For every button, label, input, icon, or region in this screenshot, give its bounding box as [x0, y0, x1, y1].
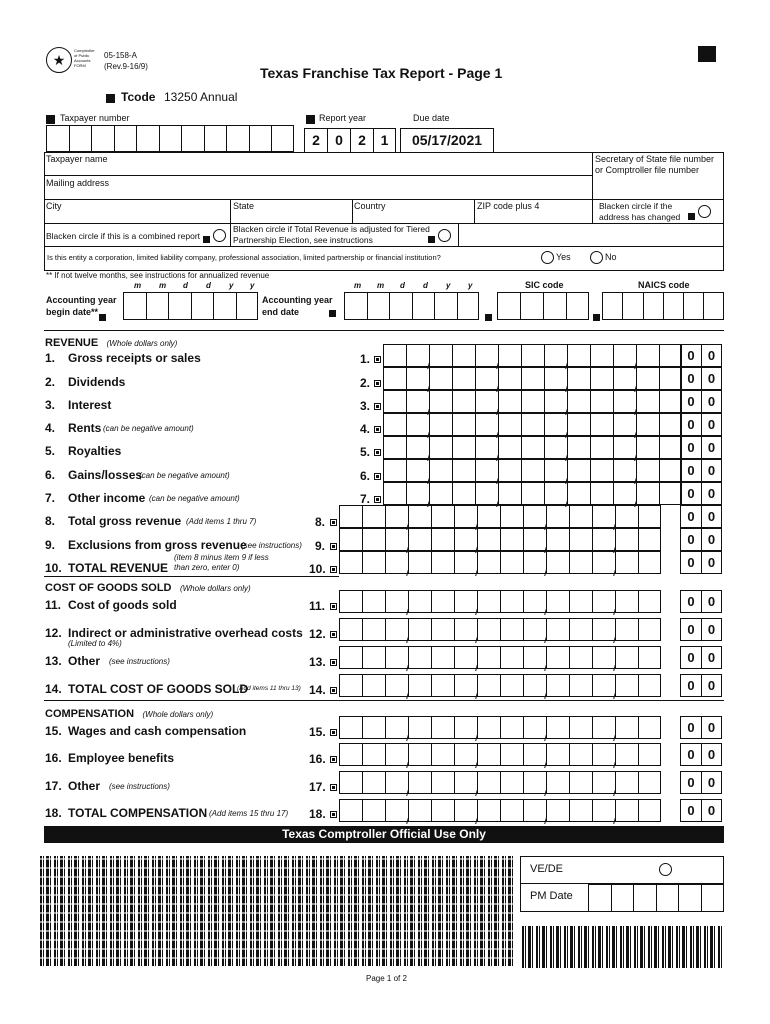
report-year-label: Report year [319, 113, 367, 123]
state-label: State [233, 201, 255, 211]
zip-code-input[interactable] [477, 211, 591, 222]
tcode-label: Tcode [121, 90, 156, 104]
tcode-value: 13250 Annual [164, 90, 238, 104]
line-ref: 1. [360, 352, 371, 366]
cogs-note: (Whole dollars only) [179, 584, 251, 593]
cents-field: 0 0 [680, 799, 722, 822]
naics-code-input[interactable] [602, 292, 724, 320]
page-number: Page 1 of 2 [366, 974, 407, 983]
taxpayer-name-label: Taxpayer name [46, 154, 108, 164]
line-marker [374, 356, 381, 363]
cents-field: 0 0 [680, 459, 722, 482]
city-label: City [46, 201, 62, 211]
amount-input[interactable] [339, 771, 661, 794]
cents-field: 0 0 [680, 590, 722, 613]
line-label: Dividends [68, 375, 126, 389]
line-marker [330, 687, 337, 694]
line-marker [330, 784, 337, 791]
line-ref: 3. [360, 399, 371, 413]
revenue-note: (Whole dollars only) [106, 339, 178, 348]
report-year-digit: 2 [350, 128, 373, 153]
line-number: 10. [45, 561, 62, 575]
tiered-partnership-marker [428, 236, 435, 243]
line-label: Rents [68, 421, 102, 435]
line-ref: 14. [309, 683, 326, 697]
line-number: 8. [45, 514, 56, 528]
taxpayer-number-input[interactable] [46, 125, 294, 152]
compensation-note: (Whole dollars only) [142, 710, 214, 719]
report-year-marker [306, 115, 315, 124]
line-label: Employee benefits [68, 751, 175, 765]
line-note: (Add items 1 thru 7) [186, 517, 257, 526]
taxpayer-name-input[interactable] [46, 164, 590, 174]
date-format-m: m [159, 281, 167, 290]
annualized-note: ** If not twelve months, see instructions for annualized revenue [46, 271, 270, 280]
line-ref: 4. [360, 422, 371, 436]
cents-field: 0 0 [680, 528, 722, 551]
report-year-digit: 2 [304, 128, 327, 153]
date-format-y: y [229, 281, 234, 290]
line-number: 11. [45, 598, 62, 612]
line-marker [374, 473, 381, 480]
amount-input[interactable] [339, 505, 661, 528]
line-note: (can be negative amount) [103, 424, 194, 433]
line-label: TOTAL COMPENSATION [68, 806, 208, 820]
city-input[interactable] [46, 211, 228, 222]
line-marker [330, 566, 337, 573]
date-format-d: d [400, 281, 405, 290]
entity-no-label: No [605, 252, 617, 262]
line-label: TOTAL REVENUE [68, 561, 169, 575]
amount-input[interactable] [383, 482, 682, 505]
amount-input[interactable] [339, 716, 661, 739]
official-use-banner: Texas Comptroller Official Use Only [44, 826, 724, 843]
line-label: TOTAL COST OF GOODS SOLD [68, 682, 249, 696]
line-number: 3. [45, 398, 56, 412]
comptroller-seal: ★ [46, 47, 72, 73]
line-marker [374, 380, 381, 387]
country-label: Country [354, 201, 386, 211]
revenue-title: REVENUE [45, 337, 99, 349]
taxpayer-number-marker [46, 115, 55, 124]
amount-input[interactable] [383, 459, 682, 482]
line-number: 1. [45, 351, 56, 365]
date-format-y: y [446, 281, 451, 290]
vede-label: VE/DE [530, 863, 564, 875]
mailing-address-input[interactable] [46, 188, 590, 198]
amount-input[interactable] [339, 743, 661, 766]
amount-input[interactable] [383, 436, 682, 459]
amount-input[interactable] [339, 799, 661, 822]
line-label: Interest [68, 398, 112, 412]
date-format-y: y [468, 281, 473, 290]
end-date-input[interactable] [344, 292, 479, 320]
sic-code-input[interactable] [497, 292, 589, 320]
line-marker [374, 496, 381, 503]
revenue-section-heading [45, 333, 177, 351]
line-marker [374, 403, 381, 410]
form-title: Texas Franchise Tax Report - Page 1 [260, 65, 503, 81]
line-ref: 18. [309, 807, 326, 821]
date-format-d: d [423, 281, 428, 290]
line-note: (Add items 15 thru 17) [209, 809, 289, 818]
tcode-marker [106, 94, 115, 103]
taxpayer-number-label: Taxpayer number [60, 113, 130, 123]
line-marker [330, 729, 337, 736]
compensation-title: COMPENSATION [45, 708, 135, 720]
date-format-d: d [183, 281, 188, 290]
amount-input[interactable] [339, 590, 661, 613]
line-number: 5. [45, 444, 56, 458]
line-marker [330, 756, 337, 763]
pm-date-input[interactable] [588, 884, 724, 912]
line-ref: 15. [309, 725, 326, 739]
line-label: Total gross revenue [68, 514, 182, 528]
line-number: 13. [45, 654, 62, 668]
sos-file-number-input[interactable] [595, 178, 722, 198]
line-note: (see instructions) [241, 541, 302, 550]
line-label: Cost of goods sold [68, 598, 177, 612]
line-label: Gross receipts or sales [68, 351, 201, 365]
line-ref: 11. [309, 599, 326, 613]
zip-code-label: ZIP code plus 4 [477, 201, 540, 211]
line-ref: 16. [309, 752, 326, 766]
line-note: (see instructions) [109, 657, 170, 666]
barcode-overlay [40, 856, 514, 966]
cents-field: 0 0 [680, 390, 722, 413]
line-number: 2. [45, 375, 56, 389]
state-input[interactable] [233, 211, 351, 222]
line-ref: 9. [315, 539, 326, 553]
corner-marker [698, 46, 716, 62]
sic-marker [485, 314, 492, 321]
line-note: (can be negative amount) [139, 471, 230, 480]
line-number: 17. [45, 779, 62, 793]
line-marker [330, 543, 337, 550]
amount-input[interactable] [383, 413, 682, 436]
line-note: (see instructions) [109, 782, 170, 791]
line-number: 6. [45, 468, 56, 482]
line-note: (can be negative amount) [149, 494, 240, 503]
due-date-field[interactable]: 05/17/2021 [400, 128, 494, 153]
line-marker [374, 426, 381, 433]
line-number: 7. [45, 491, 56, 505]
line-marker [330, 631, 337, 638]
line-marker [374, 449, 381, 456]
tiered-partnership-label: Blacken circle if Total Revenue is adjusted for Tiered Partnership Election, see instructions [233, 224, 430, 245]
line-marker [330, 811, 337, 818]
date-format-m: m [134, 281, 142, 290]
entity-no-circle[interactable] [590, 251, 603, 264]
begin-date-marker [99, 314, 106, 321]
form-number: 05-158-A [104, 51, 137, 60]
line-marker [330, 519, 337, 526]
line-label: Royalties [68, 444, 122, 458]
report-year-digit: 1 [373, 128, 396, 153]
cents-field: 0 0 [680, 674, 722, 697]
end-date-label: Accounting year end date [262, 295, 333, 317]
amount-input[interactable] [383, 390, 682, 413]
report-year-field[interactable] [304, 128, 396, 153]
naics-code-label: NAICS code [638, 280, 690, 290]
line-ref: 13. [309, 655, 326, 669]
address-changed-label: Blacken circle if the address has changed [599, 201, 681, 222]
combined-report-circle[interactable] [213, 229, 226, 242]
line-number: 15. [45, 724, 62, 738]
combined-report-marker [203, 236, 210, 243]
cents-field: 0 0 [680, 367, 722, 390]
amount-input[interactable] [339, 674, 661, 697]
vede-circle[interactable] [659, 863, 672, 876]
line-number: 9. [45, 538, 56, 552]
address-changed-circle[interactable] [698, 205, 711, 218]
tiered-partnership-circle[interactable] [438, 229, 451, 242]
cents-field: 0 0 [680, 551, 722, 574]
line-label: Wages and cash compensation [68, 724, 247, 738]
line-number: 14. [45, 682, 62, 696]
cents-field: 0 0 [680, 482, 722, 505]
country-input[interactable] [354, 211, 472, 222]
begin-date-input[interactable] [123, 292, 258, 320]
date-format-y: y [250, 281, 255, 290]
line-number: 4. [45, 421, 56, 435]
cents-field: 0 0 [680, 618, 722, 641]
date-format-m: m [377, 281, 385, 290]
line-label: Other [68, 654, 101, 668]
sos-file-number-label: Secretary of State file number or Comptroller file number [595, 154, 715, 175]
line-label: Other [68, 779, 101, 793]
pm-date-label: PM Date [530, 890, 573, 902]
combined-report-label: Blacken circle if this is a combined report [46, 231, 201, 241]
linear-barcode [522, 926, 724, 968]
due-date-label: Due date [413, 113, 450, 123]
entity-type-question: Is this entity a corporation, limited liability company, professional association, limited partnership or financial institution? [47, 253, 441, 262]
seal-caption: Comptroller of Public Accounts FORM [74, 48, 95, 68]
cents-field: 0 0 [680, 413, 722, 436]
line-ref: 17. [309, 780, 326, 794]
date-format-d: d [206, 281, 211, 290]
cents-field: 0 0 [680, 436, 722, 459]
line-ref: 12. [309, 627, 326, 641]
cents-field: 0 0 [680, 505, 722, 528]
mailing-address-label: Mailing address [46, 178, 110, 188]
line-label: Other income [68, 491, 146, 505]
entity-yes-circle[interactable] [541, 251, 554, 264]
cents-field: 0 0 [680, 716, 722, 739]
line-ref: 2. [360, 376, 371, 390]
line-ref: 7. [360, 492, 371, 506]
line-ref: 6. [360, 469, 371, 483]
cents-field: 0 0 [680, 344, 722, 367]
entity-yes-label: Yes [556, 252, 571, 262]
form-revision: (Rev.9-16/9) [104, 62, 148, 71]
line-number: 18. [45, 806, 62, 820]
line-ref: 8. [315, 515, 326, 529]
cogs-title: COST OF GOODS SOLD [45, 582, 172, 594]
amount-input[interactable] [339, 618, 661, 641]
line-label: Gains/losses [68, 468, 143, 482]
line-note: (Add items 11 thru 13) [237, 685, 301, 692]
line-label: Indirect or administrative overhead costs [68, 626, 303, 640]
cents-field: 0 0 [680, 646, 722, 669]
line-label: Exclusions from gross revenue [68, 538, 247, 552]
line-ref: 5. [360, 445, 371, 459]
amount-input[interactable] [339, 646, 661, 669]
cents-field: 0 0 [680, 771, 722, 794]
end-date-marker [329, 310, 336, 317]
line-marker [330, 659, 337, 666]
compensation-section-heading [45, 704, 213, 722]
line-note: (Limited to 4%) [68, 639, 122, 648]
line-number: 16. [45, 751, 62, 765]
line-note: (item 8 minus item 9 if less than zero, enter 0) [174, 553, 269, 572]
line-ref: 10. [309, 562, 326, 576]
address-changed-marker [688, 213, 695, 220]
amount-input[interactable] [339, 528, 661, 551]
begin-date-label: Accounting year begin date** [46, 295, 117, 317]
naics-marker [593, 314, 600, 321]
cogs-section-heading [45, 578, 251, 596]
sic-code-label: SIC code [525, 280, 564, 290]
report-year-digit: 0 [327, 128, 350, 153]
amount-input[interactable] [383, 344, 682, 367]
line-marker [330, 603, 337, 610]
line-number: 12. [45, 626, 62, 640]
amount-input[interactable] [339, 551, 661, 574]
cents-field: 0 0 [680, 743, 722, 766]
amount-input[interactable] [383, 367, 682, 390]
date-format-m: m [354, 281, 362, 290]
